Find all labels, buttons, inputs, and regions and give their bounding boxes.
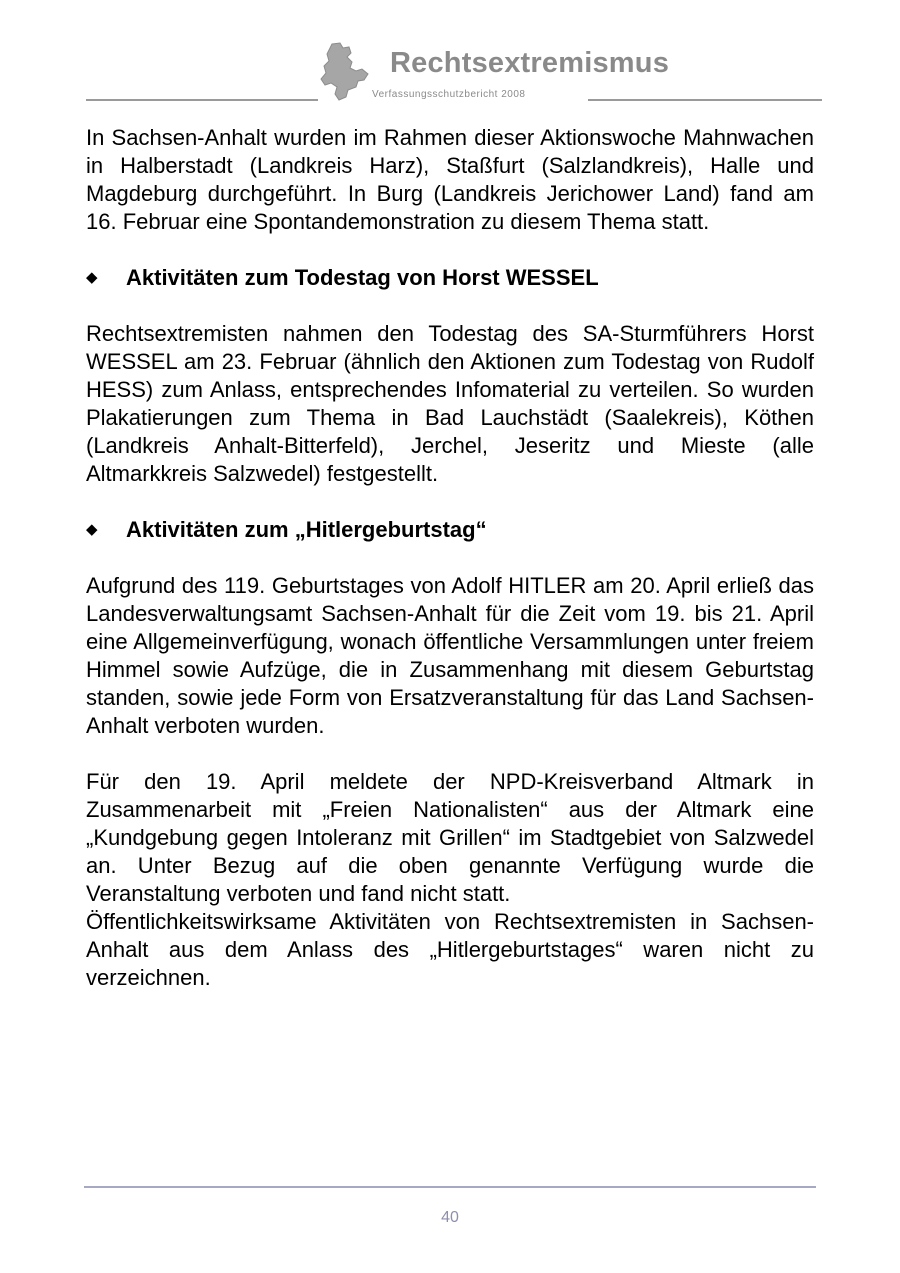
hitler-paragraph-3: Öffentlichkeitswirksame Aktivitäten von Rechtsextremisten in Sachsen-Anhalt aus dem Anlass des „Hitlergeburtstages“ waren nicht zu verzeichnen. <box>86 909 814 990</box>
header-subtitle: Verfassungsschutzbericht 2008 <box>372 89 526 100</box>
header-rule-left <box>86 99 318 101</box>
intro-paragraph: In Sachsen-Anhalt wurden im Rahmen dieser Aktionswoche Mahnwachen in Halberstadt (Landkreis Harz), Staßfurt (Salzlandkreis), Halle und Magdeburg durchgeführt. In Burg (Landkreis Jerichower Land) fand am 16. Februar eine Spontandemonstration zu diesem Thema statt. <box>86 125 814 234</box>
header-rule-right <box>588 99 822 101</box>
hitler-paragraph-1: Aufgrund des 119. Geburtstages von Adolf HITLER am 20. April erließ das Landesverwaltungsamt Sachsen-Anhalt für die Zeit vom 19. bis 21. April eine Allgemeinverfügung, wonach öffentliche Versammlungen unter freiem Himmel sowie Aufzüge, die in Zusammenhang mit diesem Geburtstag standen, sowie jede Form von Ersatzveranstaltung für das Land Sachsen-Anhalt verboten wurden. <box>86 573 814 738</box>
section-heading-wessel <box>86 264 814 292</box>
section-heading-label: Aktivitäten zum „Hitlergeburtstag“ <box>126 517 487 542</box>
header-title: Rechtsextremismus <box>390 47 670 79</box>
section-heading-label: Aktivitäten zum Todestag von Horst WESSEL <box>126 265 599 290</box>
page-content <box>86 124 814 992</box>
diamond-bullet-icon: ◆ <box>86 269 98 286</box>
hitler-paragraph-2: Für den 19. April meldete der NPD-Kreisverband Altmark in Zusammenarbeit mit „Freien Nationalisten“ aus der Altmark eine „Kundgebung gegen Intoleranz mit Grillen“ im Stadtgebiet von Salzwedel an. Unter Bezug auf die oben genannte Verfügung wurde die Veranstaltung verboten und fand nicht statt. <box>86 769 814 906</box>
page-number: 40 <box>441 1209 459 1226</box>
diamond-bullet-icon: ◆ <box>86 521 98 538</box>
page-header <box>0 0 900 110</box>
section-heading-hitler <box>86 516 814 544</box>
footer-rule <box>84 1186 816 1188</box>
sachsen-anhalt-map-icon <box>318 42 370 102</box>
wessel-paragraph: Rechtsextremisten nahmen den Todestag des SA-Sturmführers Horst WESSEL am 23. Februar (ähnlich den Aktionen zum Todestag von Rudolf HESS) zum Anlass, entsprechendes Infomaterial zu verteilen. So wurden Plakatierungen zum Thema in Bad Lauchstädt (Saalekreis), Köthen (Landkreis Anhalt-Bitterfeld), Jerchel, Jeseritz und Mieste (alle Altmarkkreis Salzwedel) festgestellt. <box>86 321 814 486</box>
